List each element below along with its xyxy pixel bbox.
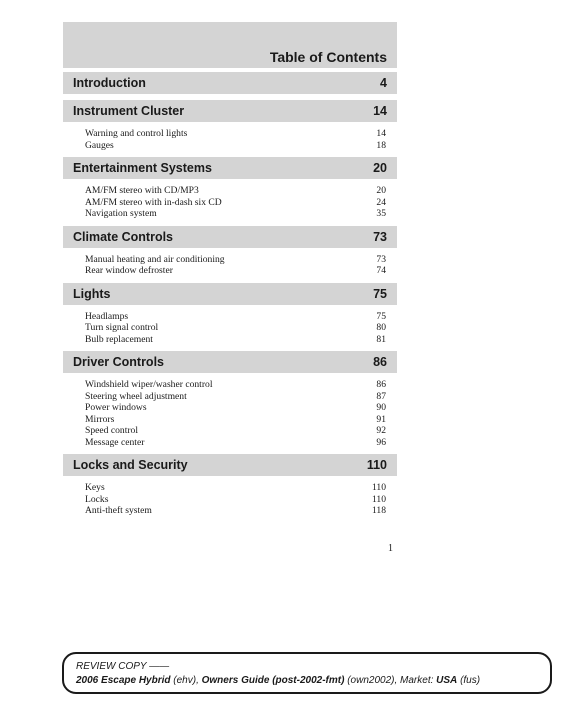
section-items: [63, 373, 397, 454]
entry-label: Turn signal control: [85, 322, 159, 333]
toc-entry[interactable]: [85, 322, 386, 334]
entry-label: AM/FM stereo with CD/MP3: [85, 185, 199, 196]
toc-entry[interactable]: [85, 402, 386, 414]
entry-page: 118: [371, 505, 386, 516]
toc-entry[interactable]: [85, 494, 386, 506]
toc-entry[interactable]: [85, 391, 386, 403]
section-title: Climate Controls: [73, 229, 174, 244]
entry-page: 110: [371, 482, 386, 493]
section-title: Driver Controls: [73, 355, 164, 369]
entry-label: Keys: [85, 482, 105, 493]
section-page: 20: [373, 161, 387, 175]
entry-page: 86: [376, 379, 386, 390]
section-heading[interactable]: [63, 454, 397, 476]
toc-entry[interactable]: [85, 311, 386, 323]
section-items: [63, 179, 397, 226]
year-model: 2006 Escape Hybrid: [76, 675, 171, 686]
section-heading[interactable]: [63, 157, 397, 179]
toc-entry[interactable]: [85, 254, 386, 266]
entry-page: 80: [376, 322, 386, 333]
entry-page: 74: [376, 265, 386, 276]
entry-page: 20: [376, 185, 386, 196]
review-copy-label: REVIEW COPY ——: [76, 661, 170, 672]
section-title: Lights: [73, 286, 111, 301]
section-items: [63, 305, 397, 352]
section-heading[interactable]: [63, 351, 397, 373]
section-title: Introduction: [73, 76, 146, 90]
guide-name: Owners Guide (post-2002-fmt): [201, 675, 345, 686]
section-page: 110: [366, 458, 387, 472]
market: USA: [436, 675, 458, 686]
toc-entry[interactable]: [85, 482, 386, 494]
section-title: Entertainment Systems: [73, 161, 212, 175]
review-copy-box: [62, 652, 552, 694]
entry-label: Headlamps: [85, 310, 129, 322]
toc-entry[interactable]: [85, 208, 386, 220]
entry-label: Mirrors: [85, 413, 115, 425]
document-info: [76, 674, 538, 688]
section-page: 73: [373, 229, 387, 244]
entry-page: 73: [376, 253, 386, 265]
entry-page: 35: [376, 208, 386, 219]
entry-label: Power windows: [85, 402, 147, 413]
toc-header-band: [63, 22, 397, 68]
table-of-contents: [63, 72, 397, 523]
section-title: Locks and Security: [73, 458, 188, 472]
toc-entry[interactable]: [85, 265, 386, 277]
entry-page: 91: [376, 413, 386, 425]
entry-label: Windshield wiper/washer control: [85, 379, 213, 390]
section-items: [63, 248, 397, 283]
toc-entry[interactable]: [85, 425, 386, 437]
entry-label: Gauges: [85, 139, 114, 151]
entry-page: 87: [376, 390, 386, 402]
market-code: (fus): [460, 675, 481, 686]
section-items: [63, 122, 397, 157]
entry-label: Rear window defroster: [85, 265, 173, 276]
entry-label: Anti-theft system: [85, 505, 152, 516]
guide-code: (own2002),: [347, 675, 398, 686]
entry-label: Warning and control lights: [85, 128, 188, 139]
entry-label: AM/FM stereo with in-dash six CD: [85, 196, 222, 208]
entry-page: 110: [371, 493, 386, 505]
entry-page: 96: [376, 436, 386, 448]
page-title: Table of Contents: [269, 49, 387, 65]
entry-label: Bulb replacement: [85, 333, 153, 345]
entry-label: Manual heating and air conditioning: [85, 253, 225, 265]
section-heading[interactable]: [63, 226, 397, 248]
section-page: 14: [373, 104, 387, 118]
page-number: 1: [388, 543, 393, 554]
entry-label: Speed control: [85, 425, 139, 436]
entry-label: Navigation system: [85, 208, 157, 219]
entry-page: 81: [376, 333, 386, 345]
entry-label: Message center: [85, 436, 145, 448]
section-items: [63, 476, 397, 523]
entry-page: 14: [376, 128, 386, 139]
market-label: Market:: [400, 675, 434, 686]
toc-entry[interactable]: [85, 414, 386, 426]
entry-label: Steering wheel adjustment: [85, 390, 187, 402]
entry-page: 24: [376, 196, 386, 208]
toc-entry[interactable]: [85, 334, 386, 346]
toc-entry[interactable]: [85, 140, 386, 152]
entry-page: 92: [376, 425, 386, 436]
section-page: 4: [380, 76, 387, 90]
entry-page: 18: [376, 139, 386, 151]
toc-entry[interactable]: [85, 197, 386, 209]
section-heading[interactable]: [63, 283, 397, 305]
toc-entry[interactable]: [85, 505, 386, 517]
model-code: (ehv),: [173, 675, 199, 686]
toc-entry[interactable]: [85, 437, 386, 449]
entry-page: 75: [376, 310, 386, 322]
toc-entry[interactable]: [85, 128, 386, 140]
section-title: Instrument Cluster: [73, 104, 185, 118]
entry-page: 90: [376, 402, 386, 413]
section-page: 86: [373, 355, 387, 369]
section-page: 75: [373, 286, 387, 301]
section-heading[interactable]: [63, 72, 397, 94]
toc-entry[interactable]: [85, 379, 386, 391]
section-heading[interactable]: [63, 100, 397, 122]
entry-label: Locks: [85, 493, 109, 505]
toc-entry[interactable]: [85, 185, 386, 197]
